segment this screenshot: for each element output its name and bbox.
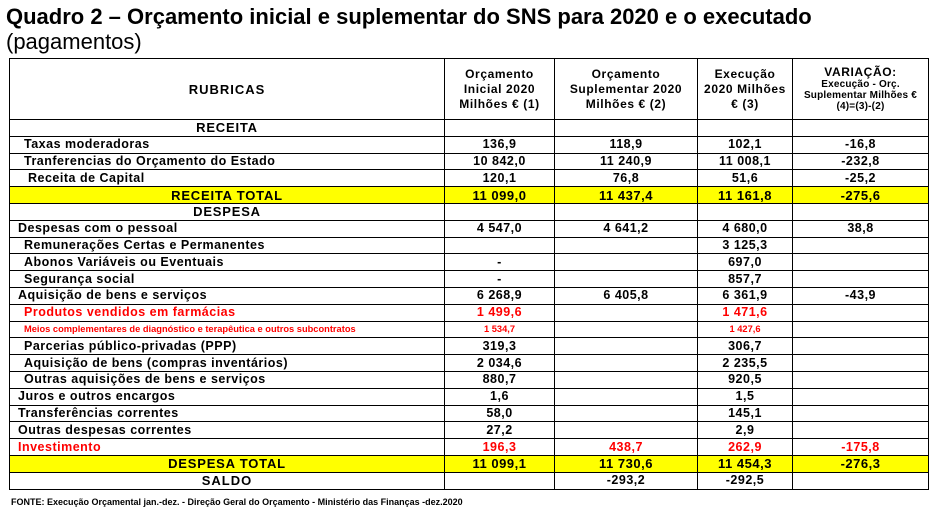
cell-suplementar	[555, 321, 698, 338]
table-row	[10, 422, 929, 439]
cell-suplementar: 11 240,9	[555, 153, 698, 170]
cell-execucao: 11 008,1	[698, 153, 793, 170]
cell-execucao: 1 471,6	[698, 304, 793, 321]
table-row	[10, 338, 929, 355]
cell-variacao: -16,8	[793, 136, 929, 153]
cell-variacao: -275,6	[793, 187, 929, 204]
cell-inicial: 1 534,7	[445, 321, 555, 338]
table-row	[10, 220, 929, 237]
cell-execucao: 4 680,0	[698, 220, 793, 237]
table-row	[10, 321, 929, 338]
row-label: SALDO	[10, 472, 445, 489]
cell-suplementar: 11 730,6	[555, 455, 698, 472]
table-row	[10, 170, 929, 187]
cell-inicial: 2 034,6	[445, 355, 555, 372]
cell-suplementar	[555, 237, 698, 254]
cell-variacao	[793, 472, 929, 489]
cell-execucao: 1 427,6	[698, 321, 793, 338]
table-row	[10, 153, 929, 170]
header-suplementar: Orçamento Suplementar 2020 Milhões € (2)	[555, 59, 698, 120]
cell-variacao: -232,8	[793, 153, 929, 170]
row-label: Investimento	[10, 439, 445, 456]
row-label: Remunerações Certas e Permanentes	[10, 237, 445, 254]
header-variacao	[793, 59, 929, 120]
row-label: Tranferencias do Orçamento do Estado	[10, 153, 445, 170]
cell-execucao: 306,7	[698, 338, 793, 355]
cell-variacao	[793, 120, 929, 137]
cell-suplementar	[555, 203, 698, 220]
cell-variacao	[793, 237, 929, 254]
cell-execucao: 6 361,9	[698, 287, 793, 304]
row-label: Outras aquisições de bens e serviços	[10, 371, 445, 388]
cell-suplementar: 438,7	[555, 439, 698, 456]
table-row	[10, 455, 929, 472]
cell-variacao: -43,9	[793, 287, 929, 304]
row-label: Meios complementares de diagnóstico e terapêutica e outros subcontratos	[10, 321, 445, 338]
cell-suplementar	[555, 355, 698, 372]
cell-execucao: 11 161,8	[698, 187, 793, 204]
cell-suplementar: 6 405,8	[555, 287, 698, 304]
cell-variacao	[793, 388, 929, 405]
cell-inicial: -	[445, 271, 555, 288]
cell-inicial: 196,3	[445, 439, 555, 456]
cell-suplementar	[555, 271, 698, 288]
row-label: DESPESA	[10, 203, 445, 220]
cell-suplementar: 4 641,2	[555, 220, 698, 237]
cell-variacao	[793, 355, 929, 372]
cell-variacao	[793, 338, 929, 355]
row-label: Taxas moderadoras	[10, 136, 445, 153]
row-label: Parcerias público-privadas (PPP)	[10, 338, 445, 355]
cell-inicial: -	[445, 254, 555, 271]
source-note: FONTE: Execução Orçamental jan.-dez. - Direção Geral do Orçamento - Ministério das Finanças -dez.2020	[11, 497, 463, 507]
cell-execucao: 3 125,3	[698, 237, 793, 254]
cell-inicial: 1,6	[445, 388, 555, 405]
table-row	[10, 237, 929, 254]
cell-variacao: -175,8	[793, 439, 929, 456]
cell-suplementar	[555, 371, 698, 388]
row-label: Abonos Variáveis ou Eventuais	[10, 254, 445, 271]
cell-suplementar: 11 437,4	[555, 187, 698, 204]
cell-execucao: 920,5	[698, 371, 793, 388]
cell-execucao	[698, 120, 793, 137]
cell-inicial: 11 099,0	[445, 187, 555, 204]
table-row	[10, 136, 929, 153]
cell-execucao	[698, 203, 793, 220]
row-label: RECEITA TOTAL	[10, 187, 445, 204]
cell-execucao: 857,7	[698, 271, 793, 288]
cell-inicial: 1 499,6	[445, 304, 555, 321]
cell-suplementar	[555, 422, 698, 439]
cell-variacao: -276,3	[793, 455, 929, 472]
cell-suplementar	[555, 254, 698, 271]
cell-variacao	[793, 254, 929, 271]
cell-inicial: 11 099,1	[445, 455, 555, 472]
cell-inicial: 136,9	[445, 136, 555, 153]
row-label: Aquisição de bens (compras inventários)	[10, 355, 445, 372]
row-label: RECEITA	[10, 120, 445, 137]
cell-inicial	[445, 472, 555, 489]
table-row	[10, 203, 929, 220]
cell-variacao	[793, 271, 929, 288]
row-label: Despesas com o pessoal	[10, 220, 445, 237]
cell-variacao	[793, 203, 929, 220]
cell-execucao: 262,9	[698, 439, 793, 456]
cell-execucao: 145,1	[698, 405, 793, 422]
row-label: Outras despesas correntes	[10, 422, 445, 439]
table-row	[10, 371, 929, 388]
cell-execucao: 102,1	[698, 136, 793, 153]
header-variacao-title: VARIAÇÃO:	[824, 64, 897, 79]
cell-inicial: 319,3	[445, 338, 555, 355]
cell-variacao	[793, 304, 929, 321]
cell-variacao	[793, 422, 929, 439]
table-row	[10, 287, 929, 304]
cell-suplementar	[555, 405, 698, 422]
row-label: Produtos vendidos em farmácias	[10, 304, 445, 321]
cell-execucao: -292,5	[698, 472, 793, 489]
header-variacao-sub: Execução - Orç. Suplementar Milhões € (4)=(3)-(2)	[803, 78, 918, 112]
title-main: Quadro 2 – Orçamento inicial e suplementar do SNS para 2020 e o executado	[6, 4, 812, 29]
cell-suplementar: 76,8	[555, 170, 698, 187]
cell-execucao: 697,0	[698, 254, 793, 271]
table-row	[10, 304, 929, 321]
cell-variacao: 38,8	[793, 220, 929, 237]
cell-suplementar	[555, 338, 698, 355]
table-row	[10, 472, 929, 489]
row-label: Receita de Capital	[10, 170, 445, 187]
title-sub: (pagamentos)	[6, 29, 142, 54]
budget-table	[9, 58, 929, 490]
row-label: Aquisição de bens e serviços	[10, 287, 445, 304]
cell-inicial: 4 547,0	[445, 220, 555, 237]
cell-variacao	[793, 371, 929, 388]
header-execucao: Execução 2020 Milhões € (3)	[698, 59, 793, 120]
cell-execucao: 11 454,3	[698, 455, 793, 472]
cell-inicial: 120,1	[445, 170, 555, 187]
cell-inicial	[445, 120, 555, 137]
table-row	[10, 405, 929, 422]
row-label: Transferências correntes	[10, 405, 445, 422]
cell-suplementar	[555, 388, 698, 405]
cell-inicial: 58,0	[445, 405, 555, 422]
table-header-row	[10, 59, 929, 120]
cell-inicial: 10 842,0	[445, 153, 555, 170]
table-row	[10, 120, 929, 137]
cell-suplementar	[555, 120, 698, 137]
cell-inicial: 6 268,9	[445, 287, 555, 304]
page-title	[6, 4, 931, 54]
row-label: Segurança social	[10, 271, 445, 288]
table-row	[10, 388, 929, 405]
table-row	[10, 439, 929, 456]
cell-execucao: 2,9	[698, 422, 793, 439]
cell-suplementar: 118,9	[555, 136, 698, 153]
cell-variacao	[793, 405, 929, 422]
cell-variacao: -25,2	[793, 170, 929, 187]
table-row	[10, 187, 929, 204]
cell-execucao: 51,6	[698, 170, 793, 187]
cell-inicial	[445, 203, 555, 220]
cell-inicial: 880,7	[445, 371, 555, 388]
table-row	[10, 355, 929, 372]
header-inicial: Orçamento Inicial 2020 Milhões € (1)	[445, 59, 555, 120]
cell-execucao: 1,5	[698, 388, 793, 405]
row-label: DESPESA TOTAL	[10, 455, 445, 472]
cell-inicial: 27,2	[445, 422, 555, 439]
row-label: Juros e outros encargos	[10, 388, 445, 405]
table-row	[10, 254, 929, 271]
cell-suplementar	[555, 304, 698, 321]
header-rubricas: RUBRICAS	[10, 59, 445, 120]
table-row	[10, 271, 929, 288]
cell-suplementar: -293,2	[555, 472, 698, 489]
cell-inicial	[445, 237, 555, 254]
cell-execucao: 2 235,5	[698, 355, 793, 372]
cell-variacao	[793, 321, 929, 338]
